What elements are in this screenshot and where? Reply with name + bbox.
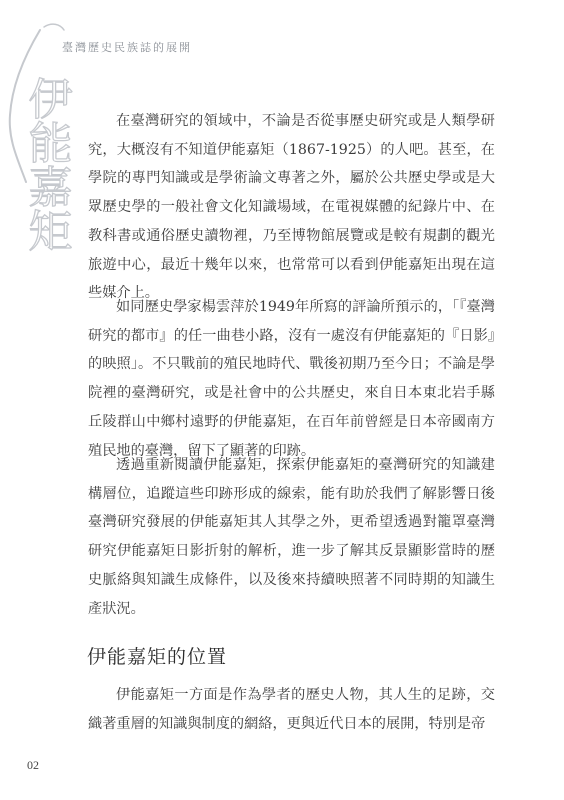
body-paragraph-1: 在臺灣研究的領域中，不論是否從事歷史研究或是人類學研究，大概沒有不知道伊能嘉矩（1867-1925）的人吧。甚至，在學院的專門知識或是學術論文專著之外，屬於公共歷史學或是大眾歷史學的一般社會文化知識場域，在電視媒體的紀錄片中、在教科書或通俗歷史讀物裡，乃至博物館展覽或是較有規劃的觀光旅遊中心，最近十幾年以來，也常常可以看到伊能嘉矩出現在這些媒介上。 bbox=[88, 113, 495, 302]
body-paragraph-3: 透過重新閱讀伊能嘉矩，探索伊能嘉矩的臺灣研究的知識建構層位，追蹤這些印跡形成的線索，能有助於我們了解影響日後臺灣研究發展的伊能嘉矩其人其學之外，更希望透過對籠罩臺灣研究伊能嘉矩日影折射的解析，進一步了解其反景顯影當時的歷史脈絡與知識生成條件，以及後來持續映照著不同時期的知識生產狀況。 bbox=[88, 457, 495, 617]
section-paragraph: 伊能嘉矩一方面是作為學者的歷史人物，其人生的足跡，交織著重層的知識與制度的網絡，更與近代日本的展開，特別是帝 bbox=[88, 687, 495, 732]
watermark-title: 伊能嘉矩 bbox=[20, 76, 72, 252]
running-header: 臺灣歷史民族誌的展開 bbox=[62, 41, 192, 54]
section-heading: 伊能嘉矩的位置 bbox=[87, 646, 228, 668]
page-number: 02 bbox=[27, 758, 39, 772]
body-paragraph-2: 如同歷史學家楊雲萍於1949年所寫的評論所預示的，「『臺灣研究的都市』的任一曲巷小路，沒有一處沒有伊能嘉矩的『日影』的映照」。不只戰前的殖民地時代、戰後初期乃至今日；不論是學院裡的臺灣研究，或是社會中的公共歷史，來自日本東北岩手縣丘陵群山中鄉村遠野的伊能嘉矩，在百年前曾經是日本帝國南方殖民地的臺灣，留下了顯著的印跡。 bbox=[88, 299, 495, 459]
